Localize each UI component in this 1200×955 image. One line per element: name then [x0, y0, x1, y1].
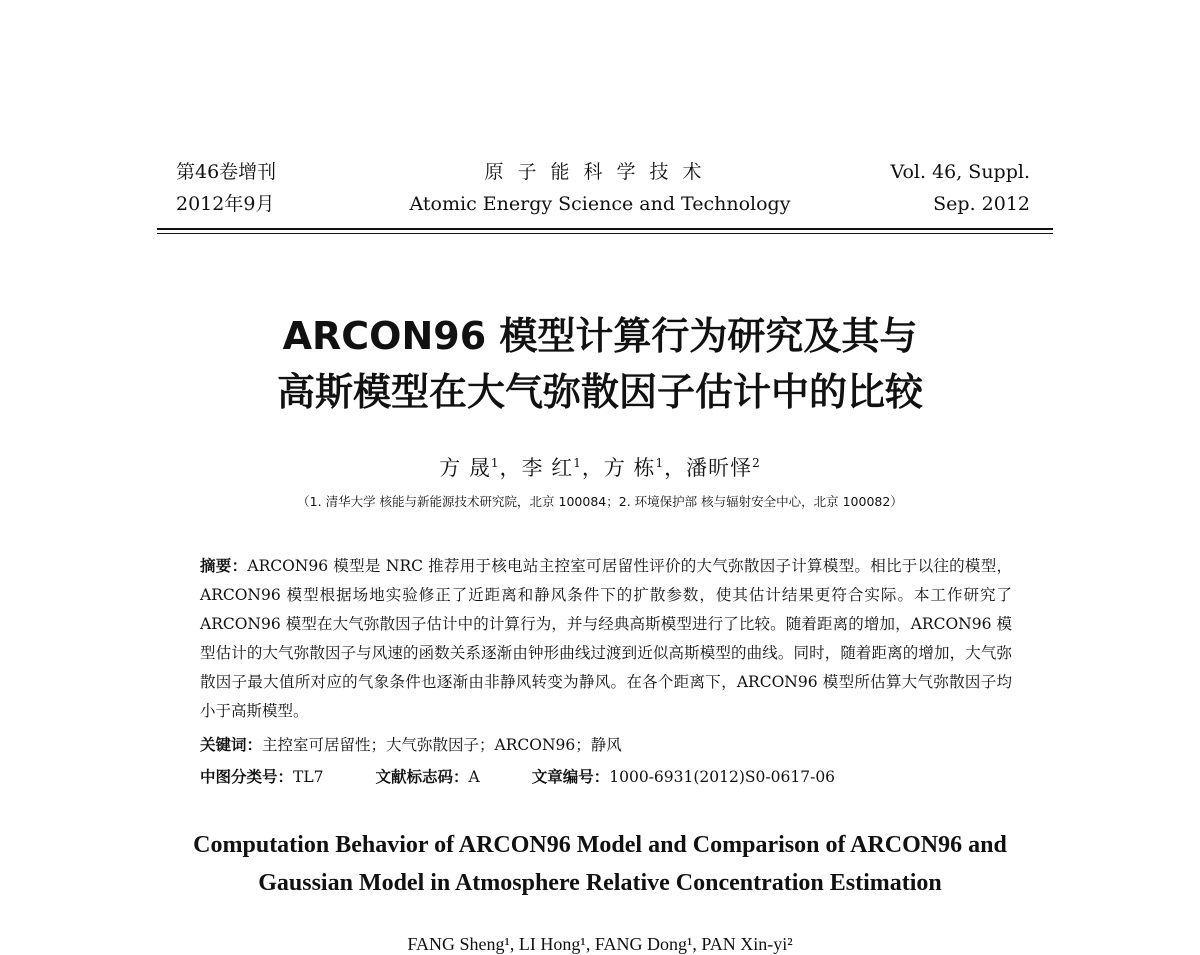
- header-rule-thin: [157, 233, 1053, 234]
- abstract-text: ARCON96 模型是 NRC 推荐用于核电站主控室可居留性评价的大气弥散因子计算模型。相比于以往的模型，ARCON96 模型根据场地实验修正了近距离和静风条件下的扩散参数，使其估计结果更符合实际。本工作研究了 ARCON96 模型在大气弥散因子估计中的计算行为，并与经典高斯模型进行了比较。随着距离的增加，ARCON96 模型估计的大气弥散因子与风速的函数关系逐渐由钟形曲线过渡到近似高斯模型的曲线。同时，随着距离的增加，大气弥散因子最大值所对应的气象条件也逐渐由非静风转变为静风。在各个距离下，ARCON96 模型所估算大气弥散因子均小于高斯模型。: [200, 557, 1012, 720]
- keywords-text: 主控室可居留性；大气弥散因子；ARCON96；静风: [262, 736, 622, 754]
- article-id: [532, 765, 835, 787]
- author-affil-mark: 1: [655, 456, 665, 470]
- date-cn: 2012年9月: [176, 193, 275, 215]
- author-name: 方 晟: [439, 456, 491, 480]
- article-id-value: 1000-6931(2012)S0-0617-06: [609, 768, 836, 786]
- volume-cn: 第46卷增刊: [176, 161, 277, 183]
- paper-title-en: [0, 826, 1200, 902]
- author-name: 方 栋: [603, 456, 656, 480]
- header-rule-thick: [157, 228, 1053, 230]
- abstract-label: 摘要：: [200, 557, 248, 575]
- volume-en: Vol. 46, Suppl.: [890, 161, 1030, 183]
- keywords-label: 关键词：: [200, 736, 263, 754]
- clc-value: TL7: [293, 768, 324, 786]
- author-affil-mark: 1: [490, 456, 500, 470]
- article-id-label: 文章编号：: [531, 768, 610, 786]
- keywords: [200, 733, 622, 755]
- header-volume-date-en: [890, 156, 1030, 220]
- date-en: Sep. 2012: [933, 193, 1030, 215]
- doc-code-label: 文献标志码：: [375, 768, 469, 786]
- title-en-line1: Computation Behavior of ARCON96 Model and Comparison of ARCON96 and: [193, 832, 1007, 858]
- title-cn-line1: ARCON96 模型计算行为研究及其与: [282, 314, 918, 358]
- journal-name-en: Atomic Energy Science and Technology: [409, 193, 791, 215]
- author-name: 李 红: [521, 456, 574, 480]
- title-en-line2: Gaussian Model in Atmosphere Relative Concentration Estimation: [258, 870, 942, 896]
- paper-title-cn: [0, 308, 1200, 420]
- author-name: 潘昕怿: [686, 456, 753, 480]
- clc-number: [200, 765, 324, 787]
- document-code: [376, 765, 480, 787]
- clc-label: 中图分类号：: [200, 768, 294, 786]
- affiliation: （1. 清华大学 核能与新能源技术研究院，北京 100084；2. 环境保护部 核与辐射安全中心，北京 100082）: [297, 494, 903, 509]
- journal-name-cn: 原子能科学技术: [484, 161, 716, 183]
- abstract: [200, 552, 1012, 726]
- author-list-en: FANG Sheng¹, LI Hong¹, FANG Dong¹, PAN Xin-yi²: [407, 934, 793, 954]
- doc-code-value: A: [468, 768, 480, 786]
- title-cn-line2: 高斯模型在大气弥散因子估计中的比较: [276, 370, 923, 414]
- classification-line: [200, 765, 835, 787]
- author-list: 方 晟$^1$，李 红$^1$，方 栋$^1$，潘昕怿$^2$: [439, 456, 761, 480]
- author-affil-mark: 2: [752, 456, 761, 470]
- author-affil-mark: 1: [573, 456, 582, 470]
